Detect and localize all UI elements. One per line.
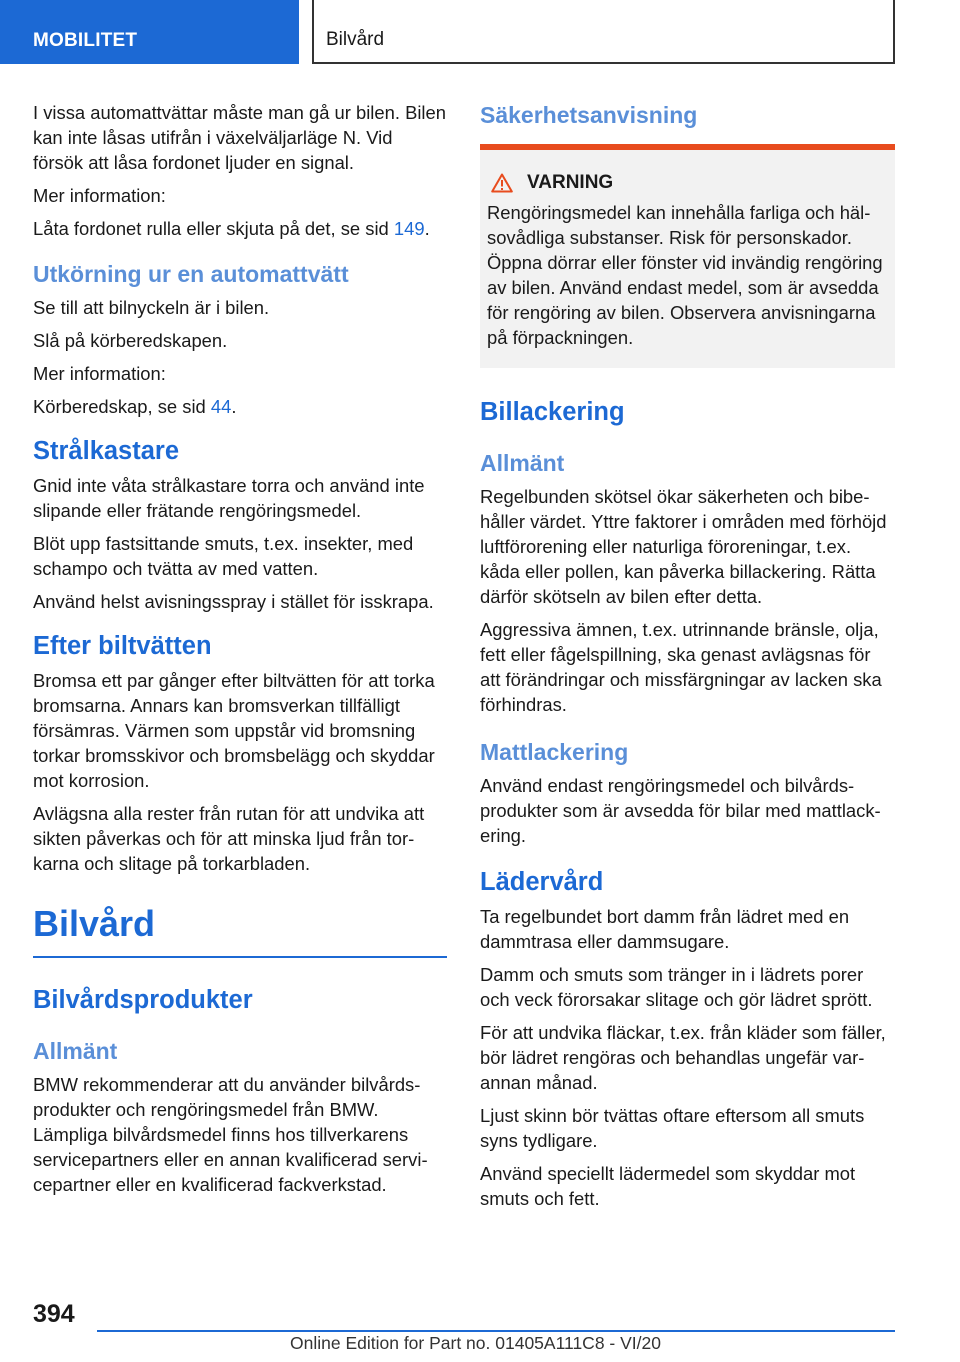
topic-header	[312, 0, 895, 64]
section-title: MOBILITET	[33, 30, 138, 51]
page-link-44[interactable]: 44	[210, 396, 232, 417]
page-link-149[interactable]: 149	[393, 218, 425, 239]
left-column	[33, 100, 447, 1205]
paragraph: Mer information:	[33, 363, 166, 384]
paragraph: Ljust skinn bör tvättas oftare eftersom all smuts syns tydligare.	[480, 1105, 865, 1151]
chapter-title: Bilvård	[33, 903, 156, 944]
paragraph-end: .	[231, 396, 237, 417]
paragraph: Använd helst avisningsspray i stället för isskrapa.	[33, 591, 434, 612]
paragraph: Aggressiva ämnen, t.ex. utrinnande bränsle, olja, fett eller fågelspillning, ska genast avlägsnas för att förändringar och missfärgningar av lacken ska förhindras.	[480, 619, 882, 715]
heading-general: Allmänt	[480, 450, 565, 476]
paragraph: Gnid inte våta strålkastare torra och använd inte slipande eller frätande rengöringsmedel.	[33, 475, 425, 521]
heading-care-products: Bilvårdsprodukter	[33, 986, 253, 1014]
paragraph: Slå på körberedskapen.	[33, 330, 228, 351]
edition-info: Online Edition for Part no. 01405A111C8 - VI/20	[290, 1333, 661, 1353]
paragraph: Regelbunden skötsel ökar säkerheten och bibehåller värdet. Yttre faktorer i områden med förhöjd luftförorening eller naturliga föroreningar, t.ex. kåda eller pollen, kan påverka billackering. Rätta därför skötseln av bilen efter detta.	[480, 486, 887, 607]
paragraph: Damm och smuts som tränger in i lädrets porer och veck förorsakar slitage och gör lädret sprött.	[480, 964, 873, 1010]
heading-matte-paint: Mattlackering	[480, 739, 629, 765]
paragraph: För att undvika fläckar, t.ex. från kläder som fäller, bör lädret rengöras och behandlas ungefär varannan månad.	[480, 1022, 886, 1093]
chapter-divider	[33, 956, 447, 958]
right-column	[480, 100, 895, 1219]
paragraph: BMW rekommenderar att du använder bilvårdsprodukter och rengöringsmedel från BMW. Lämpliga bilvårdsmedel finns hos tillverkarens servicepartners eller en annan kvalificerad servicepartner eller en kvalificerad fackverkstad.	[33, 1074, 428, 1195]
warning-title: VARNING	[527, 172, 614, 193]
heading-after-carwash: Efter biltvätten	[33, 632, 212, 660]
warning-box	[480, 150, 895, 368]
paragraph: Använd endast rengöringsmedel och bilvårdsprodukter som är avsedda för bilar med mattlackering.	[480, 775, 881, 846]
paragraph-end: .	[424, 218, 430, 239]
page-number: 394	[33, 1300, 75, 1328]
paragraph: Använd speciellt lädermedel som skyddar mot smuts och fett.	[480, 1163, 856, 1209]
section-tab	[0, 0, 299, 64]
footer-divider	[97, 1330, 895, 1332]
paragraph-with-link	[33, 216, 447, 241]
heading-safety-note: Säkerhetsanvisning	[480, 102, 698, 128]
paragraph: I vissa automattvättar måste man gå ur bilen. Bilen kan inte låsas utifrån i växelväljarläge N. Vid försök att låsa fordonet ljuder en signal.	[33, 102, 446, 173]
paragraph: Ta regelbundet bort damm från lädret med en dammtrasa eller dammsugare.	[480, 906, 850, 952]
heading-general: Allmänt	[33, 1038, 118, 1064]
paragraph: Avlägsna alla rester från rutan för att undvika att sikten påverkas och för att minska ljud från torkarna och slitage på torkarbladen.	[33, 803, 425, 874]
warning-text: Rengöringsmedel kan innehålla farliga och hälsovådliga substanser. Risk för personskador. Öppna dörrar eller fönster vid invändig rengöring av bilen. Använd endast medel, som är avsedda för rengöring av bilen. Observera anvisningarna på förpackningen.	[487, 202, 883, 348]
paragraph-with-link	[33, 394, 447, 419]
paragraph: Mer information:	[33, 185, 166, 206]
paragraph: Bromsa ett par gånger efter biltvätten för att torka bromsarna. Annars kan bromsverkan tillfälligt försämras. Värmen som uppstår vid bromsning torkar bromsskivor och bromsbelägg och skyddar mot korrosion.	[33, 670, 435, 791]
heading-exit-carwash: Utkörning ur en automattvätt	[33, 261, 349, 287]
heading-leather-care: Lädervård	[480, 868, 604, 896]
paragraph-text: Låta fordonet rulla eller skjuta på det, se sid	[33, 218, 394, 239]
paragraph-text: Körberedskap, se sid	[33, 396, 211, 417]
warning-title-row	[487, 172, 887, 194]
paragraph: Blöt upp fastsittande smuts, t.ex. insekter, med schampo och tvätta av med vatten.	[33, 533, 414, 579]
paragraph: Se till att bilnyckeln är i bilen.	[33, 297, 270, 318]
heading-headlights: Strålkastare	[33, 437, 180, 465]
heading-paint-care: Billackering	[480, 398, 625, 426]
topic-title: Bilvård	[326, 29, 385, 50]
warning-triangle-icon	[491, 173, 513, 193]
